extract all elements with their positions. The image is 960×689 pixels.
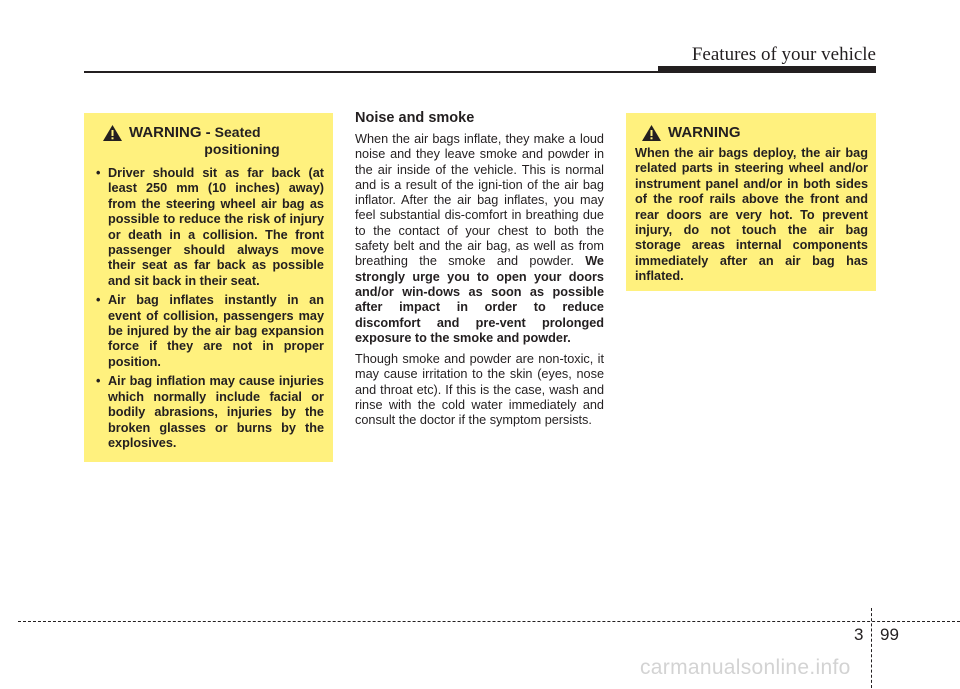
warning-subtitle-continued: positioning <box>204 141 280 157</box>
paragraph-text: When the air bags inflate, they make a loud noise and they leave smoke and powder in the air inside of the vehicle. This is normal and is a result of the igni-tion of the air bag inflator. After the air bag inflates, you may feel substantial dis-comfort in breathing due to the contact of your chest to both the safety belt and the air bag, as well as from breathing the smoke and powder. <box>355 132 604 269</box>
warning-triangle-icon <box>641 124 662 142</box>
section-paragraph: Though smoke and powder are non-toxic, it may cause irritation to the skin (eyes, nose and throat etc). If this is the case, wash and rinse with the cold water immediately and consult the doctor if the symptom persists. <box>355 352 604 428</box>
section-paragraph <box>355 132 604 346</box>
list-item: • Air bag inflates instantly in an event of collision, passengers may be injured by the air bag expansion force if they are not in proper position. <box>96 293 324 370</box>
page-header-title: Features of your vehicle <box>691 44 876 65</box>
list-item: • Air bag inflation may cause injuries which normally include facial or bodily abrasions, injuries by the broken glasses or burns by the explosives. <box>96 374 324 451</box>
warning-heading <box>96 124 324 142</box>
paragraph-emphasis: We strongly urge you to open your doors and/or win-dows as soon as possible after impact in order to reduce discomfort and pre-vent prolonged exposure to the smoke and powder. <box>355 254 604 345</box>
footer-rule <box>18 621 960 622</box>
warning-label: WARNING - <box>129 124 211 141</box>
warning-heading <box>635 124 868 142</box>
warning-subtitle: Seated <box>214 124 261 140</box>
warning-bullet-list <box>96 166 324 451</box>
warning-box-hot-parts <box>626 113 876 291</box>
list-item: • Driver should sit as far back (at least 250 mm (10 inches) away) from the steering wheel air bag as possible to reduce the risk of injury or death in a collision. The front passenger should always move their seat as far back as possible and sit back in their seat. <box>96 166 324 289</box>
chapter-number: 3 <box>854 625 864 644</box>
warning-triangle-icon <box>102 124 123 142</box>
warning-body: When the air bags deploy, the air bag related parts in steering wheel and/or instrument panel and/or in both sides of the roof rails above the front and rear doors are very hot. To prevent injury, do not touch the air bag storage areas internal components immediately after an air bag has inflated. <box>635 146 868 284</box>
header-rule-accent <box>658 66 876 73</box>
watermark: carmanualsonline.info <box>640 656 851 679</box>
warning-box-seated-positioning <box>84 113 333 462</box>
warning-label: WARNING <box>668 124 741 141</box>
noise-and-smoke-section <box>355 110 604 435</box>
page-number: 99 <box>880 625 899 644</box>
section-title: Noise and smoke <box>355 110 475 126</box>
page-number-separator <box>871 608 872 688</box>
